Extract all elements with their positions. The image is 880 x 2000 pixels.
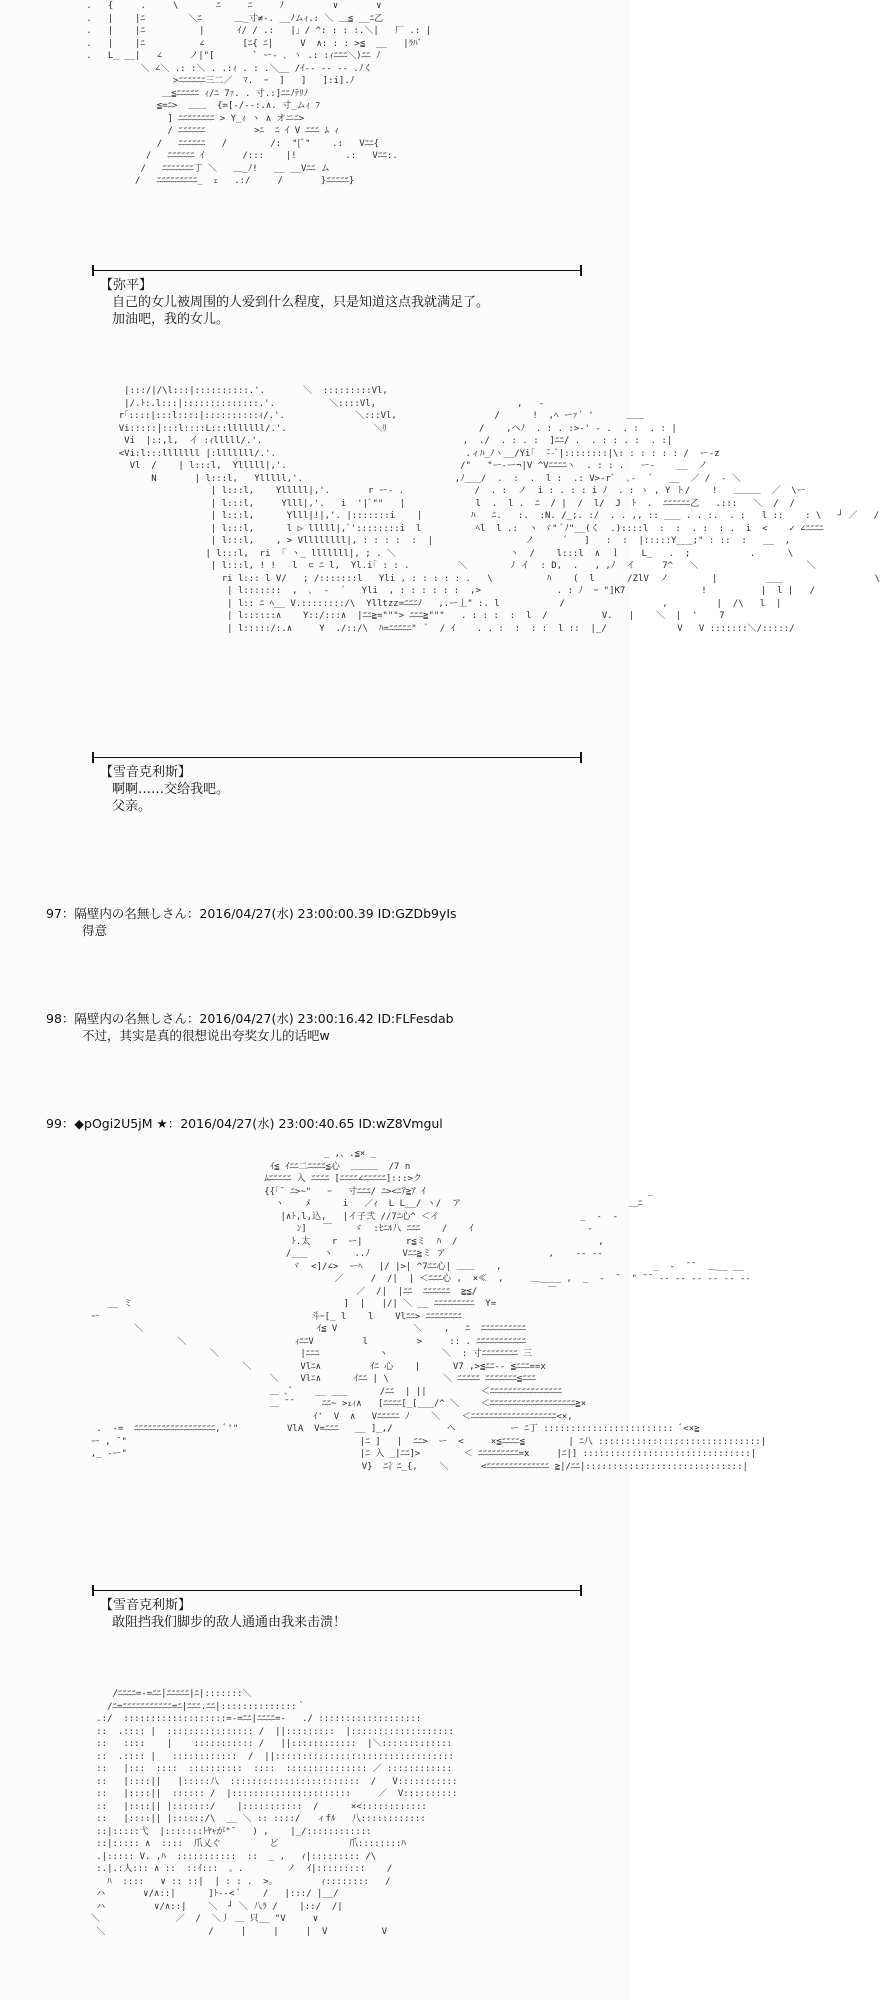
post-header: 97：隔壁内の名無しさん：2016/04/27(水) 23:00:00.39 ID:GZDb9yIs [46, 906, 457, 921]
post-body: 不过，其实是真的很想说出夸奖女儿的话吧w [82, 1028, 330, 1043]
dialogue-line: 敢阻挡我们脚步的敌人通通由我来击溃！ [112, 1615, 347, 1630]
forum-post [46, 905, 457, 939]
dialogue-line: 自己的女儿被周围的人爱到什么程度，只是知道这点我就满足了。 [112, 295, 490, 310]
dialogue-line: 啊啊……交给我吧。 [112, 782, 230, 797]
dialogue-block [100, 277, 489, 328]
forum-post [46, 1115, 443, 1132]
forum-post [46, 1010, 454, 1044]
speech-divider [92, 270, 582, 271]
dialogue-block [100, 764, 229, 815]
speaker-name: 【弥平】 [100, 278, 153, 293]
speaker-name: 【雪音克利斯】 [100, 765, 192, 780]
dialogue-block [100, 1597, 346, 1631]
dialogue-line: 加油吧，我的女儿。 [112, 312, 230, 327]
post-header: 98：隔壁内の名無しさん：2016/04/27(水) 23:00:16.42 ID:FLFesdab [46, 1011, 454, 1026]
ascii-art-panel-4: /ﾆﾆﾆﾆ=-=ﾆﾆ|ﾆﾆﾆﾆﾆ|ﾆ|:::::::＼ /ﾆ=ﾆﾆﾆﾆﾆﾆﾆﾆﾆﾆﾆ=ﾆ|ﾆﾆﾆ.ﾆﾆ|::::::::::::::｀ .:/ :::::::::::::::::::=-=ﾆﾆ|ﾆﾆﾆﾆ=- ./ ::::::::::::::::::: :: .:::: | :::::::::::::::: / ||::::::::: |::::::::::::::::::: :: :::: | ::::::::::: / ||:::::::::::: |＼::::::::::::: :: .:::: | :::::::::::: / ||::::::::::::::::::::::::::::::::: :: |::: :::: :::::::::: :::: ::::::::::::::: ／ :: |::::|| |:::::八 :::::::::::::::::::::::: / :: |::::|| :::::: / |:::::::::::::::::::::: ／ :: |::::|| |:::::::/ |::::::::::: / ×<:::::::::::: :: |::::|| |::::::/\ __ ＼ :: ::::/ ィfﾙ 八:::::::::::: ::|:::::弋 |:::::::ﾄﾔｬが"¯ ) , |_/:::::::::::: ::|::::: ∧ :::: 爪乂ぐ ど 爪::::::::ﾊ .|::::: V. ,ﾊ ::::::::::: :: _ , ｨ|::::::::: /\ :.|.:人::: ∧ :: ::ｲ::: 。. ノ ｲ|::::::::: / ﾊ :::: ∨ :: ::| | : : . >。 ｨ:::::::: / ハ ∨/∧::| ]ﾄ--< ﾞ / |:::/ |__/ ハ ∨/∧::| ＼ ┘ ＼ 八ﾗ / |::/ /| ＼ ／ / ＼丿 ＿ 只__ "V ∨ ＼ / | | | V V [90, 1689, 454, 1937]
ascii-art-panel-2: |:::/|/\l:::|::::::::::.'. ＼ :::::::::Vl, |/.ﾄ:.l:::|::::::::::::::.'. ＼::::Vl, , - r｢::::|:::l::::|::::::::::ｨ/.'. ＼:::Vl, / ! ,ﾍ ーｧ´ ' ＿＿ Vi:::::|:::l::::L:::lllllll/.'. ＼ﾘ / ,ヘﾉ . : . :>-' - . . : . : | Vi |::,l, イ :ｨlllll/.'. , ./ . : . : ]ﾆﾆ/ . . : : . : . :| <Vi:l:::lllllll |:lllllll/.'. .ィﾊ_ﾉヽ__/Yi｢ ̄--ﾞ|::::::::|\: : : : : : / ー-z Vl / | l:::l, Ylllll|,'. /" "ー-ー¬|V ^Vﾆﾆﾆﾆヽ . : : . ー- __ ノ N | l:::l, Ylllll,'. ,ﾉ___/ . : . l : .: V>-rﾞ ､- ´ __ ／ / - ＼ | l:::l, Ylllll|,'. r ー- . / . : ノ i : . : : i ﾉ . : ゝ , Y ト/ ! ＿＿＿ ／ \ー | l:::l, Ylll|,'. i '|ﾞ"" | l . l . ﾆ / | / l/ J ﾄ . ﾆﾆﾆﾆﾆﾆ乙 .::: ＼ / / | l:::l, Ylll|!|,'. |:::::::i | ﾊ ﾆ. :. :N. /_;. :/ . . ,, :: ___ . . :. . : l :: : \ ┘ ／ / | l:::l, l ▷ lllll|,ﾞ'::::::::i l ﾍl l .: ヽ ゞ" ﾞﾉ"__(く .)::::l : : . : : . i < ✓ ∠ﾆﾆﾆﾆ | l:::l, , > Vllllllll|, : : : : : | ノ ﾞ ] : : |:::::Y___;" : :: : __ , | l:::l, ri ｢ ヽ_ lllllll|, ; . ＼ 丶 / l:::l ∧ ｌ L_ . ; . \ | l:::l, ! ! l ⊂ ﾆ l, Yl.i｢ : : . ＼ ﾉ イ : D, . , ,ﾉ イ 7^ ＼ ＼ ri l::: l V/ ; /:::::::l Yli , : : : : : . \ ﾊ ( l /ZlV ノ | ___ \ | l::::::: , ､ - ´ Yli , : : : : : : ,> . : ﾉ ｰ "]K7 ! | l | / | l:: ﾆ ﾍ__ V.::::::::/\ Ylltzz=ﾆﾆﾆﾉ ,.ー丄" :. l / , | /\ l | | l::::::∧ Y::/:::∧ |ﾆﾆ≧="""> ﾆﾆﾆ≧""" . : : : : l / V. | ＼ | ' 7 | l:::::/:.∧ Y ./::/\ ﾊ=ﾆﾆﾆﾆﾆ" ﾞ / ｲ . . : : : : l :: |_/ V V :::::::＼/:::::/ [118, 386, 880, 634]
dialogue-line: 父亲。 [112, 799, 152, 814]
speaker-name: 【雪音克利斯】 [100, 1598, 192, 1613]
speech-divider [92, 1590, 582, 1591]
ascii-art-panel-3: _ ,、.≦× _ ｲ≦ ｲﾆﾆ二ﾆﾆﾆﾆ≦心 ＿＿＿ /7 n ﾑﾆﾆﾆﾆﾆ 入 ﾆﾆﾆﾆ [ﾆﾆﾆﾆ∠ﾆﾆﾆﾆﾆ]:::>ク {{｢¯ ﾆ>~" ｰ 寸ﾆﾆﾆ/ ﾆ><ﾆｱ≧ｱ ｲ _ ヽ ﾒ i ／ｨ L L__/ ヽ/ ア ＿ﾆ |∧ﾄ,l,込, |イ子弐 //7ﾆ心^ ＜イ _ - - ﾝ] ￣ ゞ :ﾋﾆﾙ八 ﾆﾆﾆ / ｲ - ﾄ.太 r ー| r≦ミ ﾊ / , /___ ヽ ..ﾉ Vﾆﾆ≧ミ ア , -- -- ヾ <]/∠> ーﾍ |/ |>| ^7ﾆﾆ心| ＿＿ , _ - ¯¯ ＿__ __ ／ / /| | ＜ﾆﾆﾆ心 , ×≪ , ＿____ , _ - ̄ " ¯¯ -- -- -- -- -- -- ／ /| |ﾆﾆ ﾆﾆﾆﾆﾆﾆ ≧≦/ ￣ __ ミ ] | |/| ＼ __ ﾆﾆﾆﾆﾆﾆﾆﾆﾆ Y= ー 斗ｰ[_ l l Vlﾆﾆ> ﾆﾆﾆﾆﾆﾆﾆﾆ ＼ ｲ≦ V ＼ , ﾆ ﾆﾆﾆﾆﾆﾆﾆﾆﾆﾆ ＼ ｨﾆﾆV l > :: . ﾆﾆﾆﾆﾆﾆﾆﾆﾆﾆﾆ ＼ |ﾆﾆﾆ ヽ ＼ : 寸ﾆﾆﾆﾆﾆﾆﾆﾆ 三 ＼ Vlﾆ∧ ｲﾆ 心 | V7 ,>≦ﾆﾆ-- ≦ﾆﾆﾆ==x ＼ Vlﾆ∧ ｲﾆﾆ | \ ＼ ﾆﾆﾆﾆﾆ ﾆﾆﾆﾆﾆﾆﾆ≦ﾆﾆﾆ ＿ ､ﾞ __ ___ /ﾆﾆ | || ＜ﾆﾆﾆﾆﾆﾆﾆﾆﾆﾆﾆﾆﾆﾆﾆﾆ ＿ ¯¯ ﾆﾆ~ >ｪｨ∧ [ﾆﾆﾆﾆ[_[___/^ ＼ ＜ﾆﾆﾆﾆﾆﾆﾆﾆﾆﾆﾆﾆﾆﾆﾆﾆﾆﾆﾆ≧× ｲ' V ∧ Vﾆﾆﾆﾆﾆ ﾉ ＼ ＜ﾆﾆﾆﾆﾆﾆﾆﾆﾆﾆﾆﾆﾆﾆﾆﾆﾆﾆﾆ<×, . -= ﾆﾆﾆﾆﾆﾆﾆﾆﾆﾆﾆﾆﾆﾆﾆﾆﾆﾆ, ﾞ'" VlA V=ﾆﾆﾆ __ ]_,/ へ ー ﾆ丁 :::::::::::::::::::::::: ﾞ<×≧ ー , ¯" |ﾆ ] | ﾆﾆ> ー < ×≦ﾆﾆﾆﾆ≦ | ﾆ八 ::::::::::::::::::::::::::::::| ,_ -ー" |ﾆ 入 _|ﾆﾆ]> ＜ ﾆﾆﾆﾆﾆﾆﾆﾆﾆ=x |ﾆ|] :::::::::::::::::::::::::::::::| V} ﾆ冫ﾆ_{, ＼ <ﾆﾆﾆﾆﾆﾆﾆﾆﾆﾆﾆﾆﾆﾆ ≧|/ﾆﾆ|:::::::::::::::::::::::::::::| [90, 1149, 767, 1472]
speech-divider [92, 757, 582, 758]
ascii-art-panel-1: . { . \ ﾆ ﾆ ﾉ ∨ ∨ . | |ﾆ ＼ﾆ ＿_寸≠-. __ﾉムｨ.: ＼ ＿≦ __ﾆ乙 . | |ﾆ | ｲ/ / .: |」/ ^: : : :.＼| 厂 .: | . | |ﾆ ∠ [ﾆ{ ﾆ| V ∧: : : >≦ __ |ﾗﾊﾞ . L_ __| ∠ ノ|"[ ` ー- ､ ヽ .: :ｨﾆﾆﾆ＼)ﾆﾆ ﾉ ＼ ∠＼ .: :＼ . .:ｨ . : .＼__ /ｲ-- -- -- .ﾉく >ﾆﾆﾆﾆﾆﾆ三二／ ﾏ. ｰ ] ] ]:i].ﾉ ＿≦ﾆﾆﾆﾆﾆ ｨ/ﾆ 7ｧ. . 寸.:]ﾆﾆﾉﾃﾘﾉ ≦=ﾆ> ＿＿ {=[-/--:.∧. 寸_ムｨ ﾌ ] ﾆﾆﾆﾆﾆﾆﾆﾆ > Y_ｨ ヽ ∧ オニﾆ> / ﾆﾆﾆﾆﾆﾆ >ﾆ ﾆ ｲ V ﾆﾆﾆ ﾑ ｨ / ﾆﾆﾆﾆﾆﾆ / /: "[ﾞ" .: Vﾆﾆ{ / ﾆﾆﾆﾆﾆﾆ ｲ /::: |! .: Vﾆﾆ:. / ﾆﾆﾆﾆﾆﾆﾆ丁 ＼ ＿_ﾉ! __ __Vﾆﾆ ム / ﾆﾆﾆﾆﾆﾆﾆﾆﾆ_ ｪ .:/ / }ﾆﾆﾆﾆﾆ} [86, 1, 432, 186]
post-header: 99：◆pOgi2U5jM ★：2016/04/27(水) 23:00:40.65 ID:wZ8Vmgul [46, 1116, 443, 1131]
post-body: 得意 [82, 923, 108, 938]
